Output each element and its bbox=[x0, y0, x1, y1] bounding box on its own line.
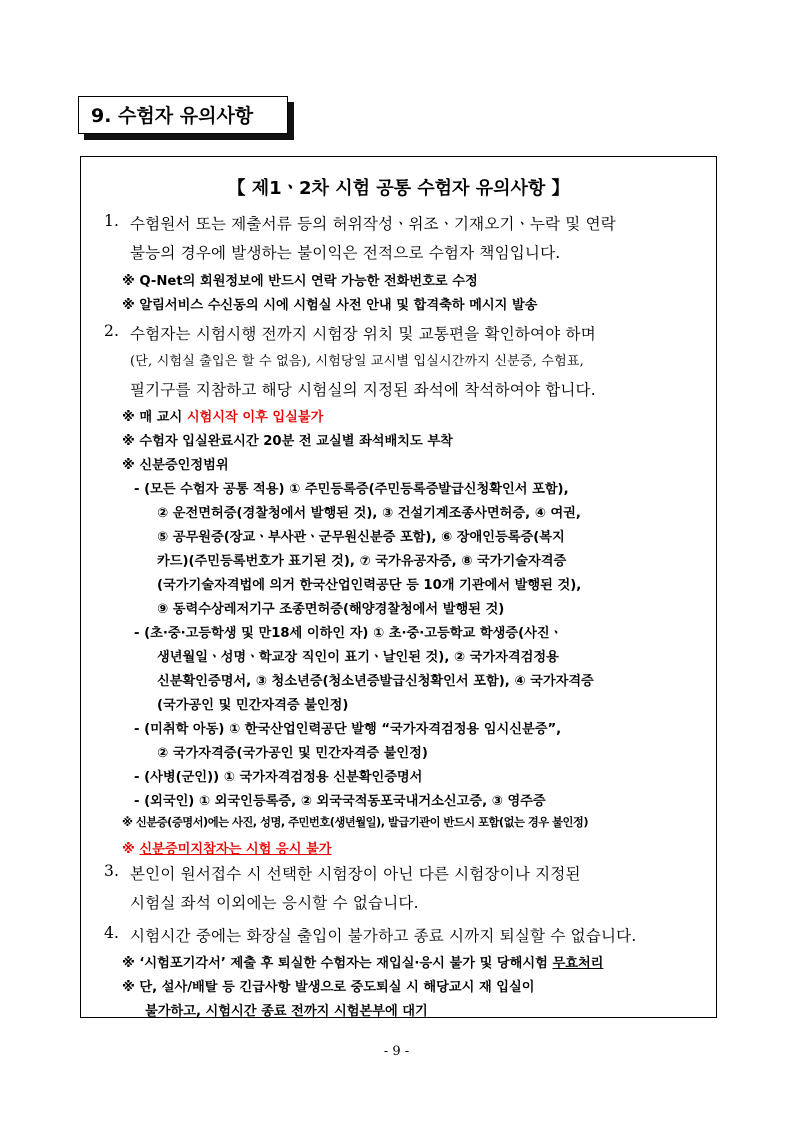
page-number: - 9 - bbox=[383, 1044, 410, 1059]
id-line-9: 신분확인증명서, ③ 청소년증(청소년증발급신청확인서 포함), ④ 국가자격증 bbox=[157, 674, 594, 689]
item-4-line1: 시험시간 중에는 화장실 출입이 불가하고 종료 시까지 퇴실할 수 없습니다. bbox=[130, 927, 637, 945]
item-1-line1: 수험원서 또는 제출서류 등의 허위작성ㆍ위조ㆍ기재오기ㆍ누락 및 연락 bbox=[130, 215, 616, 233]
id-line-10: (국가공인 및 민간자격증 불인정) bbox=[157, 698, 349, 713]
id-line-1: - (모든 수험자 공통 적용) ① 주민등록증(주민등록증발급신청확인서 포함), bbox=[134, 482, 569, 497]
id-line-7: - (초·중·고등학생 및 만18세 이하인 자) ① 초·중·고등학교 학생증(사진ㆍ bbox=[134, 626, 563, 641]
id-line-6: ⑨ 동력수상레저기구 조종면허증(해양경찰청에서 발행된 것) bbox=[157, 602, 505, 617]
id-line-2: ② 운전면허증(경찰청에서 발행된 것), ③ 건설기계조종사면허증, ④ 여권, bbox=[157, 506, 581, 521]
item-2-line3: 필기구를 지참하고 해당 시험실의 지정된 좌석에 착석하여야 합니다. bbox=[130, 381, 596, 399]
item-4-note-1 bbox=[122, 952, 603, 971]
item-2-note-id-range: ※ 신분증인정범위 bbox=[122, 458, 229, 473]
item-1-line2: 불능의 경우에 발생하는 불이익은 전적으로 수험자 책임입니다. bbox=[130, 244, 561, 262]
item-2-note-entry bbox=[122, 406, 323, 425]
item-3-line2: 시험실 좌석 이외에는 응시할 수 없습니다. bbox=[130, 894, 419, 912]
item-2-number: 2. bbox=[104, 322, 120, 340]
entry-prohibited-text: 시험시작 이후 입실불가 bbox=[186, 410, 324, 425]
item-1-note-1: ※ Q-Net의 회원정보에 반드시 연락 가능한 전화번호로 수정 bbox=[122, 274, 478, 289]
item-1-note-2: ※ 알림서비스 수신동의 시에 시험실 사전 안내 및 합격축하 메시지 발송 bbox=[122, 298, 538, 313]
id-line-3: ⑤ 공무원증(장교ㆍ부사관ㆍ군무원신분증 포함), ⑥ 장애인등록증(복지 bbox=[157, 530, 565, 545]
withdrawal-note-text: ※ ‘시험포기각서’ 제출 후 퇴실한 수험자는 재입실·응시 불가 및 당해시험 bbox=[122, 956, 553, 971]
item-4-note-2-line1: ※ 단, 설사/배탈 등 긴급사항 발생으로 중도퇴실 시 해당교시 재 입실이 bbox=[122, 980, 535, 995]
item-1-number: 1. bbox=[104, 212, 120, 230]
id-line-4: 카드)(주민등록번호가 표기된 것), ⑦ 국가유공자증, ⑧ 국가기술자격증 bbox=[157, 554, 567, 569]
id-line-12: ② 국가자격증(국가공인 및 민간자격증 불인정) bbox=[157, 746, 428, 761]
id-line-8: 생년월일ㆍ성명ㆍ학교장 직인이 표기ㆍ날인된 것), ② 국가자격검정용 bbox=[157, 650, 559, 665]
invalidation-text: 무효처리 bbox=[552, 956, 604, 971]
no-id-warning-text: 신분증미지참자는 시험 응시 불가 bbox=[139, 842, 332, 857]
item-2-line2 bbox=[130, 350, 584, 369]
item-2-note-seating: ※ 수험자 입실완료시간 20분 전 교실별 좌석배치도 부착 bbox=[122, 434, 453, 449]
item-2-line2-text: (단, 시험실 출입은 할 수 없음), 시험당일 교시별 입실시간까지 신분증, 수험표, bbox=[130, 354, 584, 369]
id-line-13: - (사병(군인)) ① 국가자격검정용 신분확인증명서 bbox=[134, 770, 423, 785]
box-title: 【 제1ㆍ2차 시험 공통 수험자 유의사항 】 bbox=[227, 178, 570, 199]
no-id-note bbox=[122, 838, 332, 857]
item-3-number: 3. bbox=[104, 862, 120, 880]
note-prefix: ※ bbox=[122, 842, 140, 857]
id-line-11: - (미취학 아동) ① 한국산업인력공단 발행 “국가자격검정용 임시신분증”, bbox=[134, 722, 562, 737]
item-4-note-2-line2: 불가하고, 시험시간 종료 전까지 시험본부에 대기 bbox=[145, 1004, 428, 1019]
item-2-line1: 수험자는 시험시행 전까지 시험장 위치 및 교통편을 확인하여야 하며 bbox=[130, 325, 596, 343]
id-line-14: - (외국인) ① 외국인등록증, ② 외국국적동포국내거소신고증, ③ 영주증 bbox=[134, 794, 546, 809]
id-requirements-note: ※ 신분증(증명서)에는 사진, 성명, 주민번호(생년월일), 발급기관이 반드시 포함(없는 경우 불인정) bbox=[122, 816, 589, 829]
item-4-number: 4. bbox=[104, 924, 120, 942]
item-3-line1: 본인이 원서접수 시 선택한 시험장이 아닌 다른 시험장이나 지정된 bbox=[130, 865, 581, 883]
id-line-5: (국가기술자격법에 의거 한국산업인력공단 등 10개 기관에서 발행된 것), bbox=[157, 578, 582, 593]
section-title: 9. 수험자 유의사항 bbox=[78, 96, 288, 134]
note-prefix: ※ 매 교시 bbox=[122, 410, 187, 425]
